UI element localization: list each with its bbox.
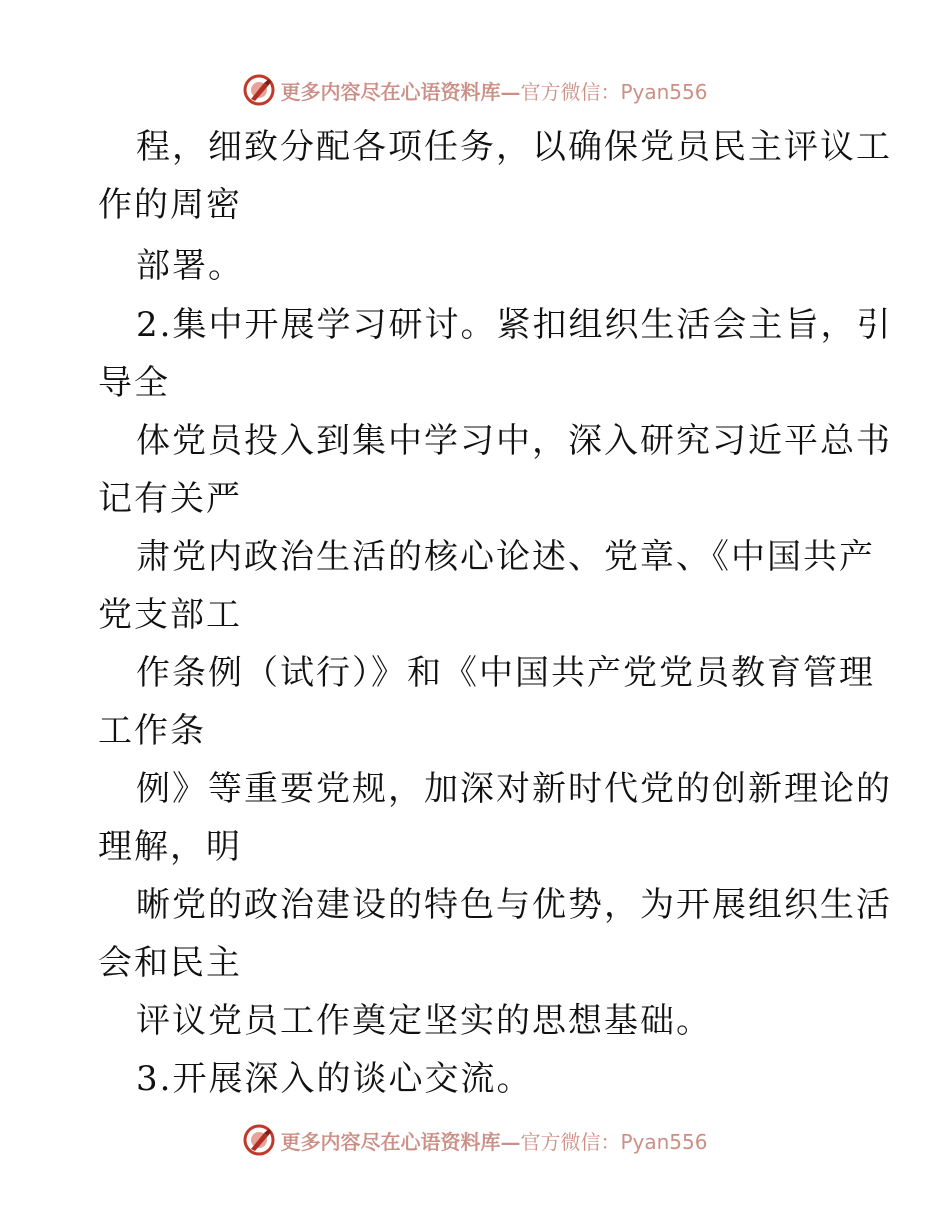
body-line: 体党员投入到集中学习中，深入研究习近平总书 [136, 421, 892, 461]
body-line: 程，细致分配各项任务，以确保党员民主评议工 [136, 127, 892, 167]
body-line: 2.集中开展学习研讨。紧扣组织生活会主旨，引 [136, 305, 893, 345]
body-line: 晰党的政治建设的特色与优势，为开展组织生活 [136, 885, 892, 925]
footer-watermark [0, 1120, 950, 1160]
footer-watermark-text: 更多内容尽在心语资料库—官方微信：Pyan556 [280, 1129, 708, 1154]
body-line: 导全 [98, 363, 170, 403]
body-line: 记有关严 [98, 479, 242, 519]
body-line: 作条例（试行）》和《中国共产党党员教育管理 [136, 653, 875, 693]
header-watermark-text: 更多内容尽在心语资料库—官方微信：Pyan556 [280, 79, 708, 104]
body-line: 部署。 [136, 246, 244, 286]
body-line: 会和民主 [98, 943, 242, 983]
pen-nib-seal-icon [242, 1123, 276, 1157]
body-line: 工作条 [98, 711, 206, 751]
body-line: 评议党员工作奠定坚实的思想基础。 [136, 1001, 712, 1041]
body-line: 肃党内政治生活的核心论述、党章、《中国共产 [136, 537, 875, 577]
body-line: 理解，明 [98, 827, 242, 867]
body-line: 党支部工 [98, 595, 242, 635]
body-line: 例》等重要党规，加深对新时代党的创新理论的 [136, 769, 892, 809]
body-line: 3.开展深入的谈心交流。 [136, 1059, 533, 1099]
pen-nib-seal-icon [242, 73, 276, 107]
header-watermark [0, 70, 950, 110]
body-line: 作的周密 [98, 185, 242, 225]
